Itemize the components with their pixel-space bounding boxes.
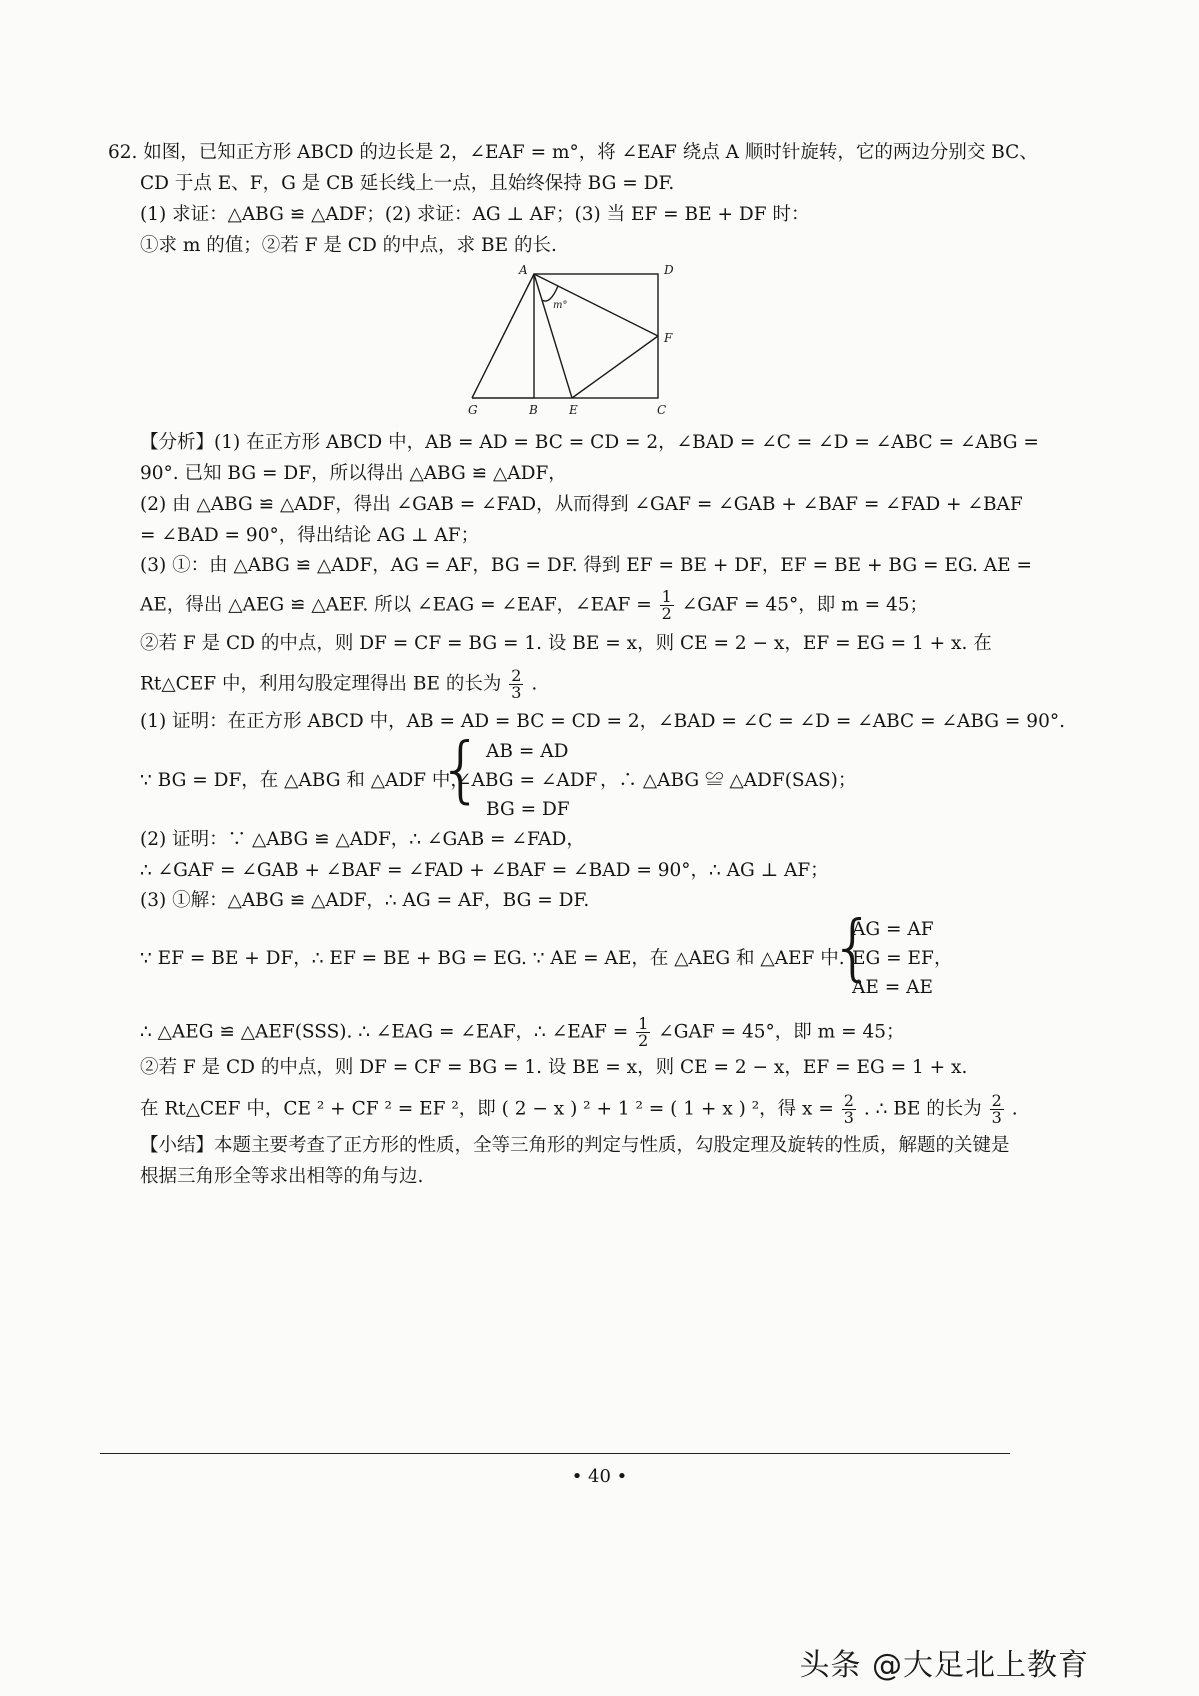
- fraction-two-thirds: [842, 1093, 856, 1126]
- analysis-line-8: [140, 668, 537, 701]
- fraction-num: 2: [991, 1091, 1002, 1110]
- proof-line-8: ②若 F 是 CD 的中点，则 DF = CF = BG = 1. 设 BE = x，则 CE = 2 − x，EF = EG = 1 + x.: [140, 1057, 968, 1078]
- fraction-half: [636, 1016, 650, 1049]
- analysis-line-7: ②若 F 是 CD 的中点，则 DF = CF = BG = 1. 设 BE = x，则 CE = 2 − x，EF = EG = 1 + x. 在: [140, 633, 992, 654]
- segment-ae: [534, 274, 572, 398]
- fraction-num: 2: [843, 1091, 854, 1110]
- label-f: F: [664, 331, 673, 345]
- watermark: 头条 @大足北上教育: [799, 1648, 1089, 1683]
- label-g: G: [468, 403, 478, 417]
- proof-line-1: (1) 证明：在正方形 ABCD 中，AB = AD = BC = CD = 2，∠BAD = ∠C = ∠D = ∠ABC = ∠ABG = 90°.: [140, 711, 1065, 732]
- proof-line-6-pre: ∵ EF = BE + DF，∴ EF = BE + BG = EG. ∵ AE = AE，在 △AEG 和 △AEF 中.: [140, 948, 845, 969]
- fraction-den: 3: [843, 1108, 854, 1127]
- proof-line-2-post: ，∴ △ABG ≌ △ADF(SAS)；: [600, 770, 857, 791]
- analysis-line-6-pre: AE，得出 △AEG ≌ △AEF. 所以 ∠EAG = ∠EAF，∠EAF =: [140, 594, 652, 616]
- fraction-half: [660, 589, 674, 622]
- label-a: A: [519, 263, 528, 277]
- problem-line-2: CD 于点 E、F，G 是 CB 延长线上一点，且始终保持 BG = DF.: [140, 173, 675, 194]
- fraction-two-thirds: [990, 1093, 1004, 1126]
- label-c: C: [657, 403, 667, 417]
- system-1-line-1: AB = AD: [486, 741, 569, 762]
- system-2-line-1: AG = AF: [852, 919, 934, 940]
- system-2-line-3: AE = AE: [852, 977, 933, 998]
- label-d: D: [664, 263, 674, 277]
- left-brace: {: [830, 905, 876, 989]
- analysis-line-8-post: .: [531, 673, 538, 695]
- segment-ef: [572, 336, 658, 398]
- problem-line-4: ①求 m 的值；②若 F 是 CD 的中点，求 BE 的长.: [140, 235, 557, 256]
- proof-line-9: [140, 1093, 1018, 1126]
- page-number: • 40 •: [571, 1466, 628, 1487]
- label-e: E: [569, 403, 578, 417]
- fraction-two-thirds: [509, 668, 523, 701]
- analysis-line-3: (2) 由 △ABG ≌ △ADF，得出 ∠GAB = ∠FAD，从而得到 ∠GAF = ∠GAB + ∠BAF = ∠FAD + ∠BAF: [140, 494, 1023, 515]
- angle-arc: [542, 286, 558, 301]
- proof-line-9-mid: . ∴ BE 的长为: [863, 1098, 982, 1120]
- proof-line-3: (2) 证明：∵ △ABG ≌ △ADF，∴ ∠GAB = ∠FAD，: [140, 829, 585, 850]
- analysis-line-1: 【分析】(1) 在正方形 ABCD 中，AB = AD = BC = CD = 2，∠BAD = ∠C = ∠D = ∠ABC = ∠ABG =: [140, 432, 1039, 453]
- problem-line-1: 62. 如图，已知正方形 ABCD 的边长是 2，∠EAF = m°，将 ∠EAF 绕点 A 顺时针旋转，它的两边分别交 BC、: [108, 142, 1038, 163]
- fraction-num: 1: [661, 587, 672, 606]
- fraction-den: 2: [638, 1031, 649, 1050]
- proof-line-4: ∴ ∠GAF = ∠GAB + ∠BAF = ∠FAD + ∠BAF = ∠BAD = 90°，∴ AG ⊥ AF；: [140, 860, 829, 881]
- fraction-den: 3: [991, 1108, 1002, 1127]
- fraction-num: 2: [511, 666, 522, 685]
- fraction-den: 3: [511, 683, 522, 702]
- analysis-line-2: 90°. 已知 BG = DF，所以得出 △ABG ≌ △ADF，: [140, 463, 567, 484]
- analysis-line-6-post: ∠GAF = 45°，即 m = 45；: [681, 594, 928, 616]
- analysis-line-5: (3) ①：由 △ABG ≌ △ADF，AG = AF，BG = DF. 得到 EF = BE + DF，EF = BE + BG = EG. AE =: [140, 555, 1033, 576]
- fraction-num: 1: [638, 1014, 649, 1033]
- label-b: B: [529, 403, 538, 417]
- summary-line-2: 根据三角形全等求出相等的角与边.: [140, 1166, 424, 1187]
- summary-line-1: 【小结】本题主要考查了正方形的性质，全等三角形的判定与性质，勾股定理及旋转的性质，解题的关键是: [140, 1135, 1010, 1156]
- proof-line-5: (3) ①解：△ABG ≌ △ADF，∴ AG = AF，BG = DF.: [140, 890, 590, 911]
- fraction-den: 2: [661, 604, 672, 623]
- footer-divider: [100, 1453, 1010, 1454]
- system-1-line-2: ∠ABG = ∠ADF: [456, 770, 598, 791]
- system-1-line-3: BG = DF: [486, 799, 570, 820]
- proof-line-9-post: .: [1011, 1098, 1018, 1120]
- problem-line-3: (1) 求证：△ABG ≌ △ADF；(2) 求证：AG ⊥ AF；(3) 当 EF = BE + DF 时：: [140, 204, 810, 225]
- proof-line-2-pre: ∵ BG = DF，在 △ABG 和 △ADF 中，: [140, 770, 469, 791]
- analysis-line-4: = ∠BAD = 90°，得出结论 AG ⊥ AF；: [140, 525, 480, 546]
- segment-ag: [472, 274, 534, 398]
- left-brace: {: [438, 727, 484, 811]
- proof-line-7-pre: ∴ △AEG ≌ △AEF(SSS). ∴ ∠EAG = ∠EAF，∴ ∠EAF =: [140, 1021, 629, 1043]
- proof-line-7-post: ∠GAF = 45°，即 m = 45；: [658, 1021, 905, 1043]
- analysis-line-8-pre: Rt△CEF 中，利用勾股定理得出 BE 的长为: [140, 673, 502, 695]
- proof-line-9-pre: 在 Rt△CEF 中，CE ² + CF ² = EF ²，即 ( 2 − x ) ² + 1 ² = ( 1 + x ) ²，得 x =: [140, 1098, 834, 1120]
- geometry-figure: [465, 262, 695, 424]
- system-2-line-2: EG = EF: [852, 948, 934, 969]
- analysis-line-6: [140, 589, 928, 622]
- proof-line-7: [140, 1016, 905, 1049]
- proof-line-6-post: ，: [934, 948, 953, 969]
- label-angle-m: m°: [553, 300, 568, 311]
